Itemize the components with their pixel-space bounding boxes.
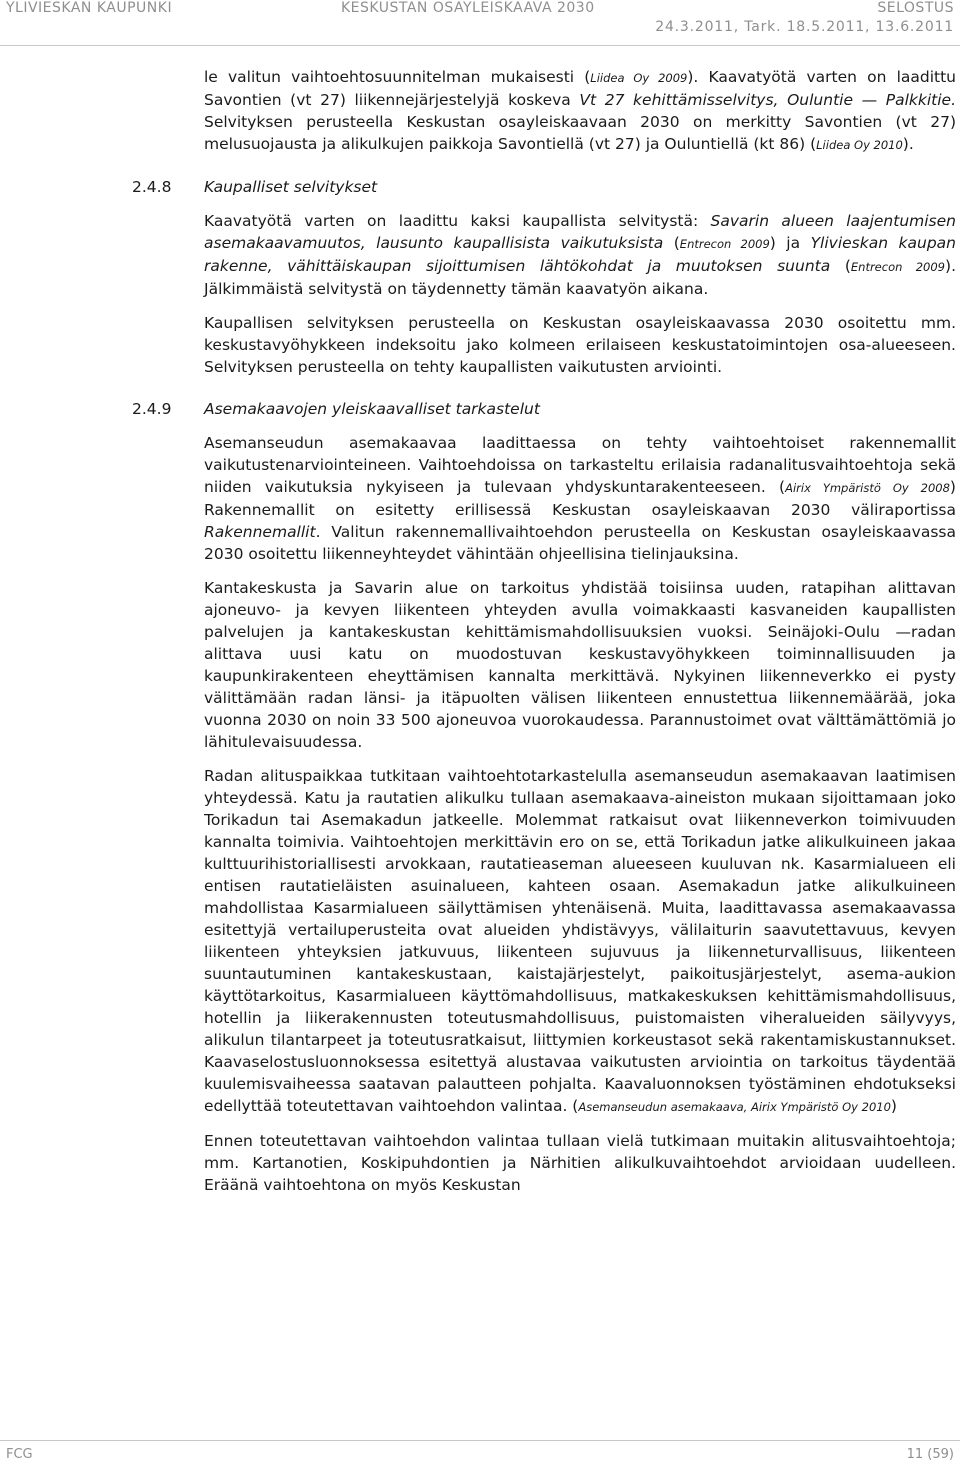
section-number: 2.4.9 <box>132 400 172 418</box>
paragraph: Ennen toteutettavan vaihtoehdon valintaa tullaan vielä tutkimaan muitakin alitusvaihtoehtoja; mm. Kartanotien, Koskipuhdontien ja Närhitien alikulkuvaihtoehdot arvioidaan uudelleen. Eräänä vaihtoehtona on myös Keskustan <box>204 1132 956 1194</box>
section-number: 2.4.8 <box>132 178 172 196</box>
report-title: Savarin alueen laajentumisen asemakaavamuutos, lausunto kaupallisista vaikutuksista <box>204 212 956 252</box>
report-title: Ylivieskan kaupan rakenne, vähittäiskaupan sijoittumisen lähtökohdat ja muutoksen suunta <box>204 234 956 275</box>
section-heading-2-4-9 <box>132 398 956 420</box>
header-plan-name: KESKUSTAN OSAYLEISKAAVA 2030 <box>341 0 595 16</box>
paragraph: Kantakeskusta ja Savarin alue on tarkoitus yhdistää toisiinsa uuden, ratapihan alittavan ajoneuvo- ja kevyen liikenteen yhteyden avulla voimakkaasti kasvaneiden kaupallisten palvelujen ja kantakeskustan kehittämismahdollisuuksien vuoksi. Seinäjoki-Oulu —radan alittava uusi katu on muodostuvan keskustavyöhykkeen toiminnallisuuden ja kaupunkirakenteen eheyttämisen kannalta merkittävä. Nykyinen liikenneverkko ei pysty välittämään radan länsi- ja itäpuolten välisen liikenteen ennustettua liikennemäärää, joka vuonna 2030 on noin 33 500 ajoneuvoa vuorokaudessa. Parannustoimet ovat välttämättömiä jo lähitulevaisuudessa. <box>204 579 956 751</box>
page-number: 11 (59) <box>906 1447 954 1462</box>
section-heading-2-4-8 <box>132 176 956 198</box>
citation: Entrecon 2009 <box>850 260 946 274</box>
citation: Liidea Oy 2009 <box>590 71 688 85</box>
citation: Entrecon 2009 <box>679 237 770 251</box>
header-dates: 24.3.2011, Tark. 18.5.2011, 13.6.2011 <box>655 19 954 35</box>
citation: Asemanseudun asemakaava, Airix Ympäristö Oy 2010 <box>578 1100 891 1114</box>
page-header <box>0 0 960 47</box>
header-organization: YLIVIESKAN KAUPUNKI <box>6 0 173 16</box>
paragraph: Kaavatyötä varten on laadittu kaksi kaupallista selvitystä: Savarin alueen laajentumisen asemakaavamuutos, lausunto kaupallisista vaikutuksista (Entrecon 2009) ja Ylivieskan kaupan rakenne, vähittäiskaupan sijoittumisen lähtökohdat ja muutoksen suunta (Entrecon 2009). Jälkimmäistä selvitystä on täydennetty tämän kaavatyön aikana. <box>204 212 956 298</box>
citation: Airix Ympäristö Oy 2008 <box>785 481 950 495</box>
intro-paragraph: le valitun vaihtoehtosuunnitelman mukaisesti (Liidea Oy 2009). Kaavatyötä varten on laadittu Savontien (vt 27) liikennejärjestelyjä koskeva Vt 27 kehittämisselvitys, Ouluntie — Palkkitie. Selvityksen perusteella Keskustan osayleiskaavaan 2030 on merkitty Savontien (vt 27) melusuojausta ja alikulkujen paikkoja Savontiellä (vt 27) ja Ouluntiellä (kt 86) (Liidea Oy 2010). <box>204 68 957 153</box>
report-title: Rakennemallit <box>204 523 316 541</box>
header-document-type: SELOSTUS <box>877 0 954 16</box>
citation: Liidea Oy 2010 <box>816 138 903 152</box>
paragraph: Asemanseudun asemakaavaa laadittaessa on tehty vaihtoehtoiset rakennemallit vaikutustenarviointeineen. Vaihtoehdoissa on tarkasteltu erilaisia radanalitusvaihtoehtoja sekä niiden vaikutuksia nykyiseen ja tulevaan yhdyskuntarakenteeseen. (Airix Ympäristö Oy 2008) Rakennemallit on esitetty erillisessä Keskustan osayleiskaavan 2030 väliraportissa Rakennemallit. Valitun rakennemallivaihtoehdon perusteella on Keskustan osayleiskaavassa 2030 osoitettu liikenneyhteydet vähintään ohjeellisina tielinjauksina. <box>204 434 956 563</box>
footer-divider <box>0 1440 960 1441</box>
section-title: Asemakaavojen yleiskaavalliset tarkastelut <box>204 400 540 418</box>
paragraph: Kaupallisen selvityksen perusteella on Keskustan osayleiskaavassa 2030 osoitettu mm. keskustavyöhykkeen indeksoitu jako kolmeen erilaiseen keskustatoimintojen osa-alueeseen. Selvityksen perusteella on tehty kaupallisten vaikutusten arviointi. <box>204 314 956 376</box>
page-footer <box>0 1440 960 1465</box>
footer-company: FCG <box>6 1447 33 1462</box>
document-body <box>132 66 957 1208</box>
paragraph: Radan alituspaikkaa tutkitaan vaihtoehtotarkastelulla asemanseudun asemakaavan laatimisen yhteydessä. Katu ja rautatien alikulku tullaan asemakaava-aineiston mukaan sijoittamaan joko Torikadun tai Asemakadun jatkeelle. Molemmat ratkaisut ovat liikenneverkon toimivuuden kannalta toimivia. Vaihtoehtojen merkittävin ero on se, että Torikadun jatke alikulkuineen jakaa kulttuurihistoriallisesti arvokkaan, rautatieaseman alueeseen kuuluvan nk. Kasarmialueen eli entisen rautatieläisten asuinalueen, kahteen osaan. Asemakadun jatke alikulkuineen mahdollistaa Kasarmialueen säilyttämisen yhtenäisenä. Muita, laadittavassa asemakaavassa esitettyjä vertailuperusteita ovat alueiden yhdistävyys, välilaiturin saavutettavuus, kevyen liikenteen yhteyksien jatkuvuus, liikenteen sujuvuus ja liikenneturvallisuus, liikenteen suuntautuminen kantakeskustaan, kaistajärjestelyt, paikoitusjärjestelyt, asema-aukion käyttötarkoitus, Kasarmialueen käyttömahdollisuus, matkakeskuksen kehittämismahdollisuus, hotellin ja liikerakennusten toteutusmahdollisuus, puistomaisten viheralueiden säilyvyys, alikulun tilantarpeet ja toteutusratkaisut, liittymien korkeustasot sekä rakentamiskustannukset. Kaavaselostusluonnoksessa esitettyä alustavaa vaikutusten arviointia on tarkoitus täydentää kuulemisvaiheessa saatavan palautteen pohjalta. Kaavaluonnoksen työstäminen ehdotukseksi edellyttää toteutettavan vaihtoehdon valintaa. (Asemanseudun asemakaava, Airix Ympäristö Oy 2010) <box>204 767 956 1115</box>
section-title: Kaupalliset selvitykset <box>204 178 378 196</box>
report-title: Vt 27 kehittämisselvitys, Ouluntie — Palkkitie. <box>579 91 956 109</box>
header-divider <box>0 45 960 46</box>
